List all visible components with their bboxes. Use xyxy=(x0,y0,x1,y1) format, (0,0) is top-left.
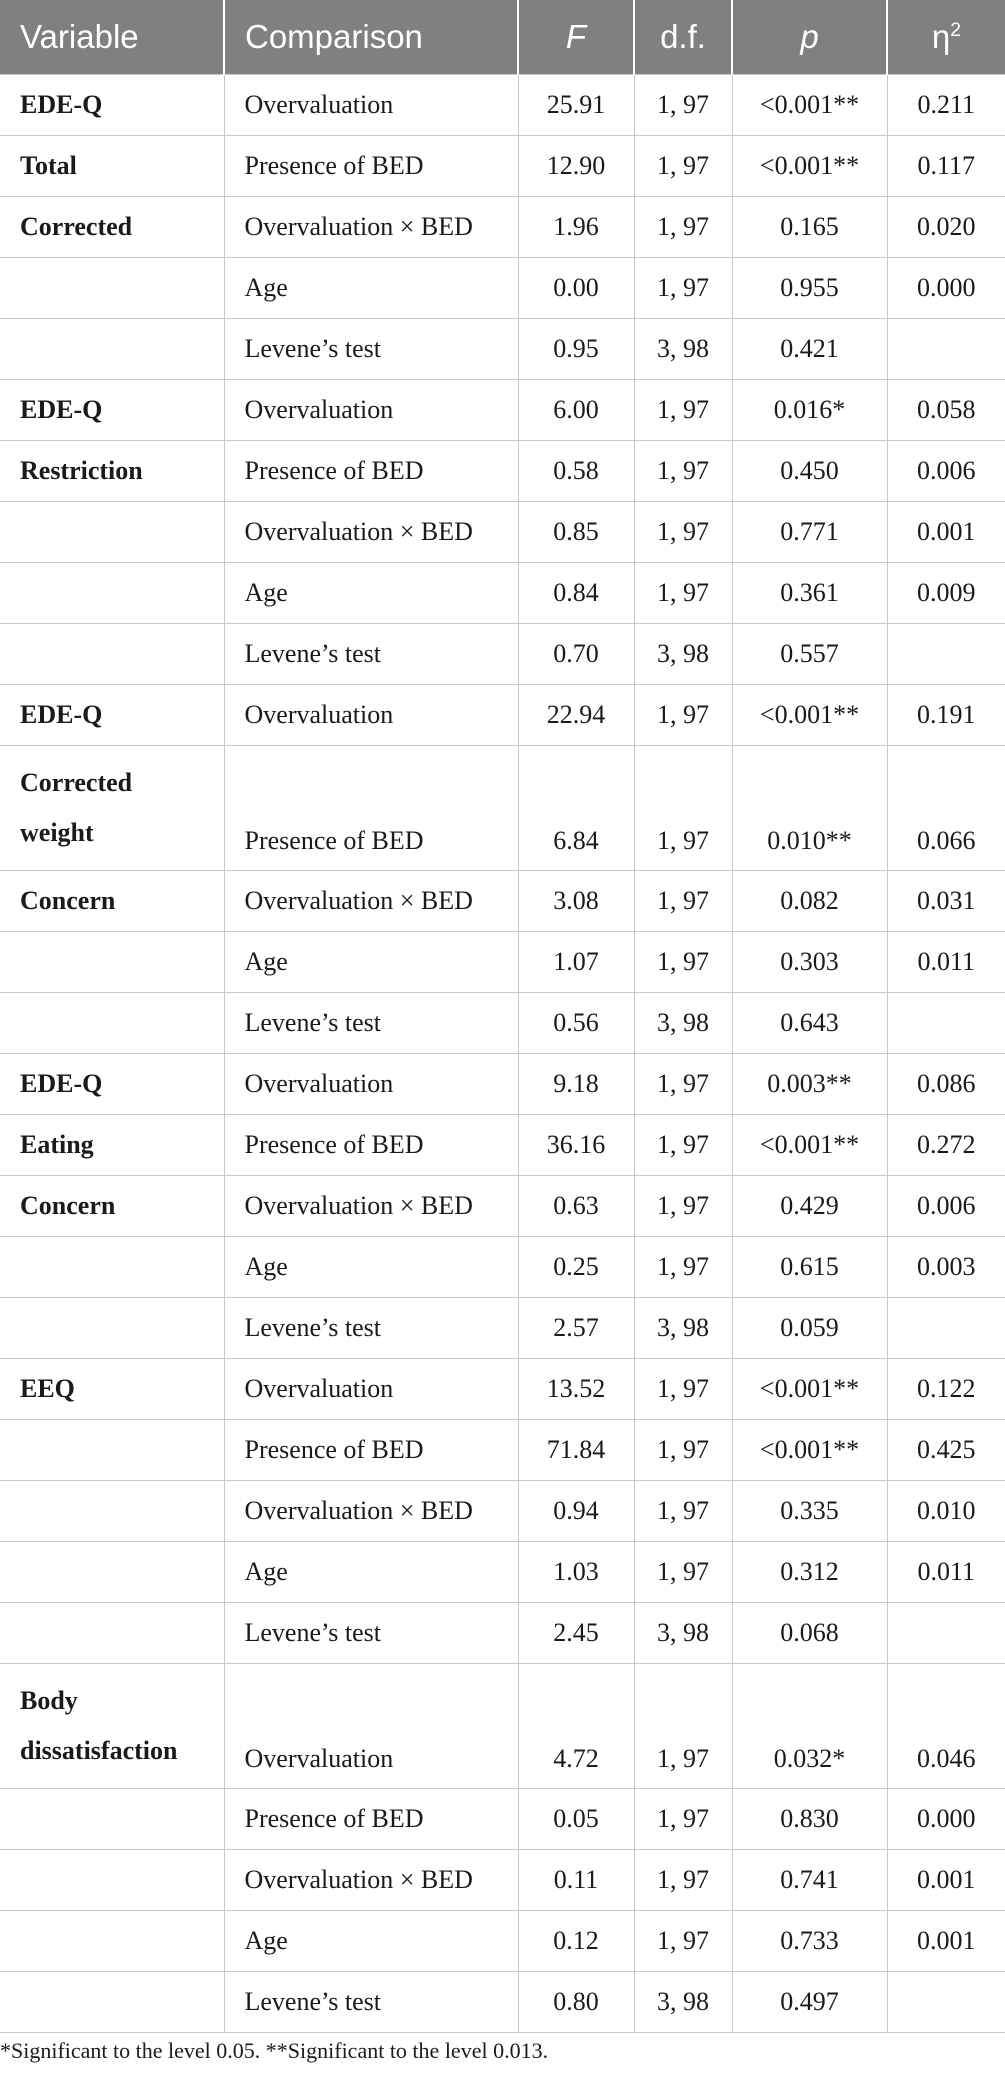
df-cell: 1, 97 xyxy=(634,746,732,871)
df-cell: 1, 97 xyxy=(634,502,732,563)
p-value-cell: 0.016* xyxy=(732,380,887,441)
table-footnote: *Significant to the level 0.05. **Significant to the level 0.013. xyxy=(0,2038,549,2063)
f-value-cell: 1.03 xyxy=(518,1542,634,1603)
variable-cell xyxy=(0,1911,224,1972)
table-row xyxy=(0,197,1005,258)
comparison-cell: Overvaluation xyxy=(224,75,518,136)
p-value-cell: 0.068 xyxy=(732,1603,887,1664)
table-row xyxy=(0,319,1005,380)
eta-squared-cell: 0.031 xyxy=(887,871,1005,932)
f-value-cell: 1.96 xyxy=(518,197,634,258)
eta-squared-cell: 0.011 xyxy=(887,1542,1005,1603)
comparison-cell: Overvaluation xyxy=(224,380,518,441)
p-value-cell: <0.001** xyxy=(732,136,887,197)
eta-squared-cell: 0.058 xyxy=(887,380,1005,441)
table-row xyxy=(0,441,1005,502)
df-cell: 1, 97 xyxy=(634,1542,732,1603)
p-value-cell: 0.450 xyxy=(732,441,887,502)
comparison-cell: Presence of BED xyxy=(224,441,518,502)
table-header xyxy=(0,0,1005,75)
variable-cell xyxy=(0,1298,224,1359)
f-value-cell: 0.63 xyxy=(518,1176,634,1237)
table-row xyxy=(0,871,1005,932)
df-cell: 1, 97 xyxy=(634,1664,732,1789)
f-value-cell: 9.18 xyxy=(518,1054,634,1115)
f-value-cell: 0.00 xyxy=(518,258,634,319)
eta-squared-cell xyxy=(887,1972,1005,2033)
comparison-cell: Levene’s test xyxy=(224,624,518,685)
table-body xyxy=(0,75,1005,2033)
header-variable: Variable xyxy=(0,0,224,75)
eta-squared-cell: 0.272 xyxy=(887,1115,1005,1176)
df-cell: 1, 97 xyxy=(634,1481,732,1542)
eta-squared-cell: 0.000 xyxy=(887,258,1005,319)
variable-cell xyxy=(0,1420,224,1481)
df-cell: 1, 97 xyxy=(634,197,732,258)
f-value-cell: 25.91 xyxy=(518,75,634,136)
eta-squared-cell: 0.122 xyxy=(887,1359,1005,1420)
p-value-cell: 0.733 xyxy=(732,1911,887,1972)
header-df: d.f. xyxy=(634,0,732,75)
eta-squared-cell: 0.086 xyxy=(887,1054,1005,1115)
variable-cell: Concern xyxy=(0,1176,224,1237)
variable-cell xyxy=(0,502,224,563)
eta-squared-cell: 0.001 xyxy=(887,502,1005,563)
f-value-cell: 71.84 xyxy=(518,1420,634,1481)
variable-cell: Body dissatisfaction xyxy=(0,1664,224,1789)
p-value-cell: <0.001** xyxy=(732,1420,887,1481)
table-row xyxy=(0,746,1005,871)
header-eta-squared xyxy=(887,0,1005,75)
variable-cell xyxy=(0,258,224,319)
f-value-cell: 6.00 xyxy=(518,380,634,441)
table-row xyxy=(0,75,1005,136)
eta-squared-cell: 0.046 xyxy=(887,1664,1005,1789)
variable-cell: Total xyxy=(0,136,224,197)
df-cell: 3, 98 xyxy=(634,1603,732,1664)
comparison-cell: Levene’s test xyxy=(224,1298,518,1359)
table-row xyxy=(0,1115,1005,1176)
comparison-cell: Overvaluation × BED xyxy=(224,871,518,932)
table-row xyxy=(0,1237,1005,1298)
df-cell: 1, 97 xyxy=(634,1176,732,1237)
comparison-cell: Levene’s test xyxy=(224,1972,518,2033)
f-value-cell: 0.84 xyxy=(518,563,634,624)
comparison-cell: Overvaluation × BED xyxy=(224,197,518,258)
variable-cell: Eating xyxy=(0,1115,224,1176)
p-value-cell: 0.771 xyxy=(732,502,887,563)
table-row xyxy=(0,136,1005,197)
eta-squared-cell: 0.000 xyxy=(887,1789,1005,1850)
df-cell: 3, 98 xyxy=(634,1298,732,1359)
f-value-cell: 3.08 xyxy=(518,871,634,932)
eta-squared-cell: 0.006 xyxy=(887,441,1005,502)
comparison-cell: Overvaluation xyxy=(224,1054,518,1115)
variable-cell: EDE-Q xyxy=(0,380,224,441)
comparison-cell: Age xyxy=(224,932,518,993)
df-cell: 1, 97 xyxy=(634,380,732,441)
eta-squared-cell: 0.006 xyxy=(887,1176,1005,1237)
eta-squared-cell xyxy=(887,1603,1005,1664)
df-cell: 3, 98 xyxy=(634,993,732,1054)
variable-cell xyxy=(0,319,224,380)
comparison-cell: Presence of BED xyxy=(224,136,518,197)
table-row xyxy=(0,563,1005,624)
f-value-cell: 0.70 xyxy=(518,624,634,685)
eta-symbol: η xyxy=(931,18,951,55)
comparison-cell: Age xyxy=(224,1911,518,1972)
eta-squared-cell: 0.001 xyxy=(887,1850,1005,1911)
p-value-cell: 0.165 xyxy=(732,197,887,258)
eta-squared-cell: 0.009 xyxy=(887,563,1005,624)
f-value-cell: 0.25 xyxy=(518,1237,634,1298)
f-value-cell: 0.12 xyxy=(518,1911,634,1972)
variable-cell xyxy=(0,563,224,624)
p-value-cell: 0.497 xyxy=(732,1972,887,2033)
df-cell: 1, 97 xyxy=(634,932,732,993)
table-row xyxy=(0,1420,1005,1481)
comparison-cell: Age xyxy=(224,258,518,319)
f-value-cell: 0.85 xyxy=(518,502,634,563)
eta-squared-cell: 0.001 xyxy=(887,1911,1005,1972)
p-value-cell: 0.303 xyxy=(732,932,887,993)
table-row xyxy=(0,1298,1005,1359)
table-row xyxy=(0,1176,1005,1237)
p-value-cell: 0.830 xyxy=(732,1789,887,1850)
comparison-cell: Presence of BED xyxy=(224,1420,518,1481)
table-row xyxy=(0,993,1005,1054)
variable-cell: EDE-Q xyxy=(0,75,224,136)
df-cell: 1, 97 xyxy=(634,685,732,746)
comparison-cell: Age xyxy=(224,1542,518,1603)
df-cell: 3, 98 xyxy=(634,624,732,685)
f-value-cell: 12.90 xyxy=(518,136,634,197)
f-value-cell: 2.45 xyxy=(518,1603,634,1664)
variable-cell: EEQ xyxy=(0,1359,224,1420)
df-cell: 1, 97 xyxy=(634,441,732,502)
df-cell: 1, 97 xyxy=(634,75,732,136)
f-value-cell: 0.05 xyxy=(518,1789,634,1850)
comparison-cell: Overvaluation × BED xyxy=(224,1481,518,1542)
f-value-cell: 13.52 xyxy=(518,1359,634,1420)
f-value-cell: 0.11 xyxy=(518,1850,634,1911)
p-value-cell: <0.001** xyxy=(732,75,887,136)
f-value-cell: 36.16 xyxy=(518,1115,634,1176)
comparison-cell: Levene’s test xyxy=(224,1603,518,1664)
variable-cell xyxy=(0,1603,224,1664)
eta-squared-cell xyxy=(887,993,1005,1054)
table-row xyxy=(0,380,1005,441)
p-value-cell: 0.335 xyxy=(732,1481,887,1542)
p-value-cell: 0.059 xyxy=(732,1298,887,1359)
comparison-cell: Overvaluation xyxy=(224,1359,518,1420)
df-cell: 1, 97 xyxy=(634,136,732,197)
f-value-cell: 0.95 xyxy=(518,319,634,380)
comparison-cell: Age xyxy=(224,1237,518,1298)
variable-cell: Corrected weight xyxy=(0,746,224,871)
table-row xyxy=(0,1603,1005,1664)
variable-cell: EDE-Q xyxy=(0,685,224,746)
table-row xyxy=(0,502,1005,563)
eta-superscript: 2 xyxy=(950,19,962,41)
f-value-cell: 4.72 xyxy=(518,1664,634,1789)
f-value-cell: 0.94 xyxy=(518,1481,634,1542)
variable-cell: Restriction xyxy=(0,441,224,502)
variable-cell xyxy=(0,932,224,993)
eta-squared-cell: 0.211 xyxy=(887,75,1005,136)
p-value-cell: 0.615 xyxy=(732,1237,887,1298)
p-value-cell: 0.361 xyxy=(732,563,887,624)
comparison-cell: Overvaluation xyxy=(224,685,518,746)
df-cell: 1, 97 xyxy=(634,1850,732,1911)
table-row xyxy=(0,624,1005,685)
variable-cell xyxy=(0,993,224,1054)
table-row xyxy=(0,258,1005,319)
p-value-cell: <0.001** xyxy=(732,685,887,746)
f-value-cell: 6.84 xyxy=(518,746,634,871)
table-row xyxy=(0,1359,1005,1420)
eta-squared-cell xyxy=(887,1298,1005,1359)
p-value-cell: 0.003** xyxy=(732,1054,887,1115)
f-value-cell: 1.07 xyxy=(518,932,634,993)
table-row xyxy=(0,932,1005,993)
df-cell: 3, 98 xyxy=(634,319,732,380)
df-cell: 1, 97 xyxy=(634,1911,732,1972)
comparison-cell: Age xyxy=(224,563,518,624)
df-cell: 3, 98 xyxy=(634,1972,732,2033)
comparison-cell: Overvaluation xyxy=(224,1664,518,1789)
variable-cell xyxy=(0,1850,224,1911)
comparison-cell: Presence of BED xyxy=(224,746,518,871)
eta-squared-cell: 0.117 xyxy=(887,136,1005,197)
eta-squared-cell: 0.011 xyxy=(887,932,1005,993)
comparison-cell: Presence of BED xyxy=(224,1789,518,1850)
f-value-cell: 0.58 xyxy=(518,441,634,502)
header-row xyxy=(0,0,1005,75)
variable-cell xyxy=(0,1972,224,2033)
f-value-cell: 2.57 xyxy=(518,1298,634,1359)
df-cell: 1, 97 xyxy=(634,1420,732,1481)
table-row xyxy=(0,1789,1005,1850)
comparison-cell: Overvaluation × BED xyxy=(224,1176,518,1237)
variable-cell xyxy=(0,624,224,685)
comparison-cell: Presence of BED xyxy=(224,1115,518,1176)
df-cell: 1, 97 xyxy=(634,1359,732,1420)
p-value-cell: <0.001** xyxy=(732,1115,887,1176)
header-p: p xyxy=(732,0,887,75)
comparison-cell: Overvaluation × BED xyxy=(224,502,518,563)
df-cell: 1, 97 xyxy=(634,871,732,932)
df-cell: 1, 97 xyxy=(634,563,732,624)
eta-squared-cell: 0.010 xyxy=(887,1481,1005,1542)
table-row xyxy=(0,685,1005,746)
f-value-cell: 0.56 xyxy=(518,993,634,1054)
table-row xyxy=(0,1664,1005,1789)
p-value-cell: 0.643 xyxy=(732,993,887,1054)
variable-cell xyxy=(0,1481,224,1542)
comparison-cell: Overvaluation × BED xyxy=(224,1850,518,1911)
df-cell: 1, 97 xyxy=(634,258,732,319)
comparison-cell: Levene’s test xyxy=(224,993,518,1054)
df-cell: 1, 97 xyxy=(634,1789,732,1850)
table-row xyxy=(0,1850,1005,1911)
eta-squared-cell: 0.425 xyxy=(887,1420,1005,1481)
variable-cell: EDE-Q xyxy=(0,1054,224,1115)
table-row xyxy=(0,1911,1005,1972)
table-row xyxy=(0,1054,1005,1115)
table-row xyxy=(0,1542,1005,1603)
eta-squared-cell xyxy=(887,319,1005,380)
p-value-cell: 0.421 xyxy=(732,319,887,380)
p-value-cell: 0.955 xyxy=(732,258,887,319)
eta-squared-cell xyxy=(887,624,1005,685)
header-f: F xyxy=(518,0,634,75)
eta-squared-cell: 0.020 xyxy=(887,197,1005,258)
eta-squared-cell: 0.003 xyxy=(887,1237,1005,1298)
p-value-cell: 0.557 xyxy=(732,624,887,685)
f-value-cell: 0.80 xyxy=(518,1972,634,2033)
variable-cell xyxy=(0,1237,224,1298)
eta-squared-cell: 0.191 xyxy=(887,685,1005,746)
p-value-cell: 0.741 xyxy=(732,1850,887,1911)
df-cell: 1, 97 xyxy=(634,1115,732,1176)
p-value-cell: 0.312 xyxy=(732,1542,887,1603)
f-value-cell: 22.94 xyxy=(518,685,634,746)
eta-squared-cell: 0.066 xyxy=(887,746,1005,871)
table-row xyxy=(0,1481,1005,1542)
p-value-cell: 0.082 xyxy=(732,871,887,932)
comparison-cell: Levene’s test xyxy=(224,319,518,380)
p-value-cell: 0.032* xyxy=(732,1664,887,1789)
variable-cell: Corrected xyxy=(0,197,224,258)
variable-cell xyxy=(0,1789,224,1850)
p-value-cell: <0.001** xyxy=(732,1359,887,1420)
df-cell: 1, 97 xyxy=(634,1237,732,1298)
variable-cell: Concern xyxy=(0,871,224,932)
table-row xyxy=(0,1972,1005,2033)
df-cell: 1, 97 xyxy=(634,1054,732,1115)
p-value-cell: 0.010** xyxy=(732,746,887,871)
p-value-cell: 0.429 xyxy=(732,1176,887,1237)
variable-cell xyxy=(0,1542,224,1603)
header-comparison: Comparison xyxy=(224,0,518,75)
